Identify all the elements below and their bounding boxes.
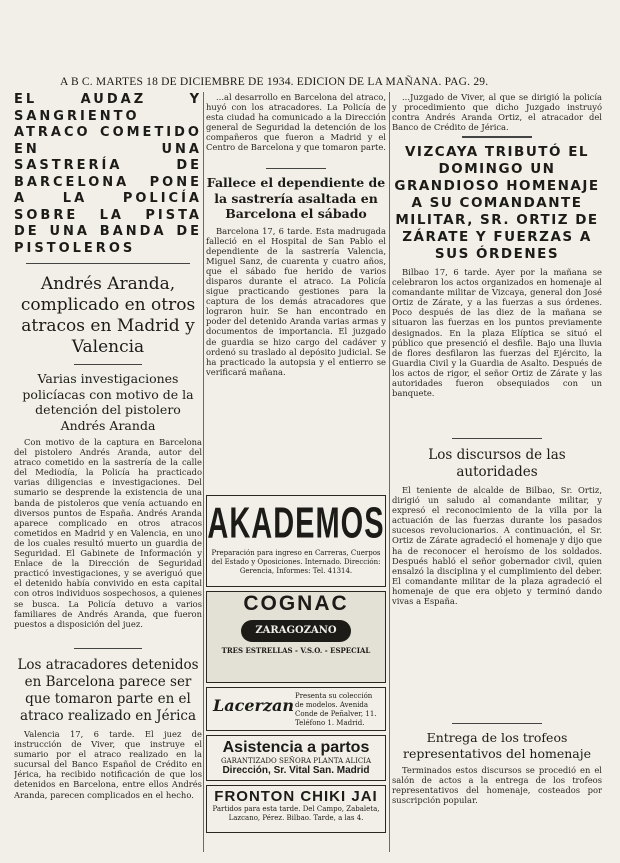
ad-lacerzan-logo: Lacerzan [213, 695, 295, 715]
ad-fronton [206, 785, 386, 833]
column-right [392, 92, 602, 811]
divider [452, 723, 542, 724]
ad-akademos-title: AKADEMOS [207, 499, 385, 548]
page-header: A B C. MARTES 18 DE DICIEMBRE DE 1934. EDICION DE LA MAÑANA. PAG. 29. [60, 76, 489, 88]
ad-akademos-text: Preparación para ingreso en Carreras, Cuerpos del Estado y Oposiciones. Internado. Dirección: Gerencia, Informes: Tel. 41314. [211, 548, 381, 575]
ad-cognac-sub: TRES ESTRELLAS - V.S.O. - ESPECIAL [221, 645, 371, 655]
divider [266, 168, 326, 169]
column-divider [389, 92, 390, 852]
section-heading: Varias investigaciones policíacas con motivo de la detención del pistolero Andrés Aranda [22, 371, 194, 433]
ad-lacerzan [206, 687, 386, 731]
divider [462, 136, 532, 138]
section-heading: Entrega de los trofeos representativos del homenaje [402, 730, 592, 761]
article-body: Barcelona 17, 6 tarde. Esta madrugada falleció en el Hospital de San Pablo el dependiente de la sastrería Valencia, Miguel Sanz, de cuarenta y cuatro años, que el sábado fue herido de varios disparos durante el atraco. La Policía sigue practicando gestiones para la captura de los demás atracadores que lograron huir. Se han encontrado en poder del detenido Aranda varias armas y documentos de importancia. El juzgado de guardia se hizo cargo del cadáver y ordenó su traslado al depósito judicial. Se ha practicado la autopsia y el entierro se verificará mañana. [206, 225, 386, 377]
divider [74, 364, 142, 365]
section-heading: Los discursos de las autoridades [428, 447, 566, 480]
ad-asistencia-address: Dirección, Sr. Vital San. Madrid [222, 764, 370, 776]
ad-fronton-title: FRONTON CHIKI JAI [214, 787, 378, 805]
subheadline: Andrés Aranda, complicado en otros atracos en Madrid y Valencia [20, 274, 196, 357]
article-body: Terminados estos discursos se procedió en el salón de actos a la entrega de los trofeos representativos del homenaje, costeados por suscripción popular. [392, 765, 602, 806]
ad-akademos [206, 495, 386, 587]
ad-asistencia-title: Asistencia a partos [222, 738, 370, 756]
ad-cognac-title: COGNAC [243, 591, 349, 615]
article-body: ...al desarrollo en Barcelona del atraco, huyó con los atracadores. La Policía de esta ciudad ha comunicado a la Dirección general de Seguridad la detención de los compañeros que fueron a Madrid y el Centro de Barcelona y que tomaron parte. [206, 92, 386, 153]
divider [452, 438, 542, 439]
divider [26, 263, 190, 264]
ad-asistencia-line: GARANTIZADO SEÑORA PLANTA ALICIA [220, 756, 372, 765]
article-body: Con motivo de la captura en Barcelona del pistolero Andrés Aranda, autor del atraco cometido en la sastrería de la calle del Mediodía, la Policía ha practicado varias diligencias e investigaciones. Del sumario se desprende la existencia de una banda de pistoleros que venía actuando en diversos puntos de España. Andrés Aranda aparece complicado en otros atracos cometidos en Madrid y en Valencia, en uno de los cuales resultó muerto un guardia de Seguridad. El Gabinete de Información y Enlace de la Dirección de Seguridad practicó investigaciones, y se averiguó que el detenido había convivido en esta capital con otros individuos sospechosos, a quienes se busca. La Policía detuvo a varios familiares de Andrés Aranda, que fueron puestos a disposición del juez. [14, 437, 202, 629]
ad-lacerzan-text: Presenta su colección de modelos. Avenida Conde de Peñalver, 11. Teléfono 1. Madrid. [295, 691, 377, 727]
ad-fronton-text: Partidos para esta tarde. Del Campo, Zabaleta, Lazcano, Pérez. Bilbao. Tarde, a las 4. [212, 804, 380, 822]
main-headline: EL AUDAZ Y SANGRIENTO ATRACO COMETIDO EN UNA SASTRERÍA DE BARCELONA PONE A LA POLICÍA SOBRE LA PISTA DE UNA BANDA DE PISTOLEROS [14, 92, 202, 256]
section-heading: Los atracadores detenidos en Barcelona parece ser que tomaron parte en el atraco realizado en Jérica [17, 657, 199, 724]
column-center [206, 92, 386, 837]
article-body: Valencia 17, 6 tarde. El juez de instrucción de Viver, que instruye el sumario por el atraco realizado en la sucursal del Banco Español de Crédito en Jérica, ha recibido notificación de que los detenidos en Barcelona, entre ellos Andrés Aranda, parecen complicados en el hecho. [14, 729, 202, 800]
ad-asistencia [206, 735, 386, 781]
column-divider [203, 92, 204, 852]
ad-cognac [206, 591, 386, 683]
article-body: ...Juzgado de Viver, al que se dirigió la policía y procedimiento que dicho Juzgado instruyó contra Andrés Aranda Ortiz, el atracador del Banco de Crédito de Jérica. [392, 92, 602, 132]
section-headline: VIZCAYA TRIBUTÓ EL DOMINGO UN GRANDIOSO HOMENAJE A SU COMANDANTE MILITAR, SR. ORTIZ DE ZÁRATE Y FUERZAS A SUS ÓRDENES [394, 144, 600, 262]
divider [74, 648, 142, 649]
column-left [14, 92, 202, 819]
article-body: Bilbao 17, 6 tarde. Ayer por la mañana se celebraron los actos organizados en homenaje al comandante militar de Vizcaya, general don José Ortiz de Zárate, y a las fuerzas a sus órdenes. Poco después de las diez de la mañana se situaron las fuerzas en los puntos previamente designados. En la plaza Elíptica se situó el público que presenció el desfile. Bajo una lluvia de flores desfilaron las fuerzas del Ejército, la Guardia Civil y la Guardia de Asalto. Después de los actos de rigor, el señor Ortiz de Zárate y las autoridades fueron obsequiados con un banquete. [392, 267, 602, 399]
article-body: El teniente de alcalde de Bilbao, Sr. Ortiz, dirigió un saludo al comandante militar, y expresó el reconocimiento de la villa por la actuación de las fuerzas durante los pasados sucesos revolucionarios. A continuación, el Sr. Ortiz de Zárate agradeció el homenaje y dijo que ha de reconocer el heroísmo de los soldados. Después habló el señor gobernador civil, quien ensalzó la disciplina y el cumplimiento del deber. El comandante militar de la plaza agradeció el homenaje de que era objeto y terminó dando vivas a España. [392, 485, 602, 607]
ad-cognac-brand: ZARAGOZANO [241, 620, 351, 642]
section-heading: Fallece el dependiente de la sastrería asaltada en Barcelona el sábado [206, 175, 386, 221]
